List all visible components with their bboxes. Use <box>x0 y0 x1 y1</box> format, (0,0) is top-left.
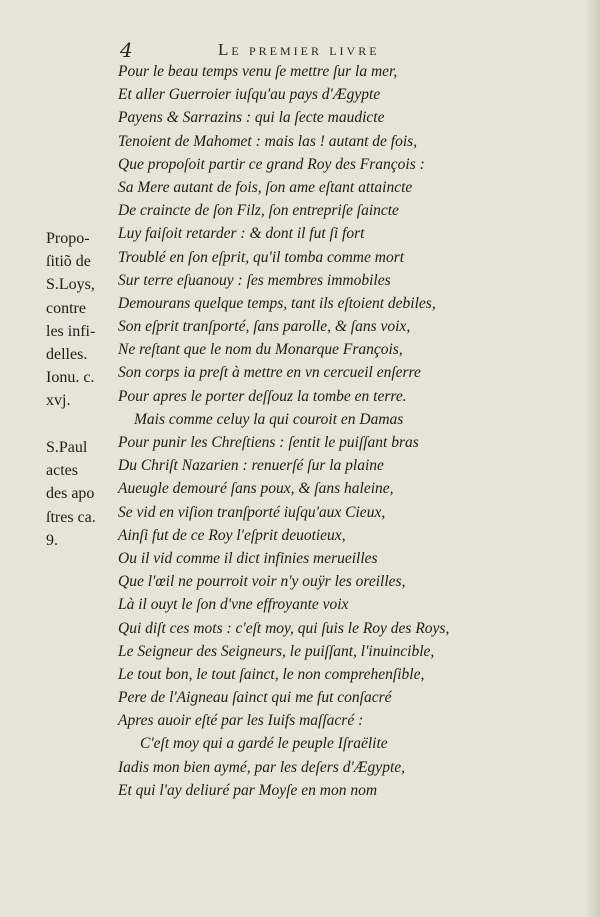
margin-note-line: ſtres ca. <box>46 508 96 526</box>
margin-note-line: Ionu. c. <box>46 369 95 387</box>
page-number: 4 <box>120 38 133 62</box>
verse-line: Pere de l'Aigneau ſainct qui me fut conſacré <box>118 689 392 707</box>
verse-line: Pour punir les Chreſtiens : ſentit le puiſſant bras <box>118 434 419 451</box>
verse-line: Apres auoir eſté par les Iuifs maſſacré : <box>118 712 364 730</box>
margin-note-line: contre <box>46 299 86 317</box>
verse-line: Se vid en viſion tranſporté iuſqu'aux Cieux, <box>118 503 386 521</box>
verse-line: Pour le beau temps venu ſe mettre ſur la mer, <box>118 63 398 80</box>
verse-line: Troublé en ſon eſprit, qu'il tomba comme mort <box>118 248 405 266</box>
verse-line: Et aller Guerroier iuſqu'au pays d'Ægypte <box>118 86 381 104</box>
margin-note-line: ſitiõ de <box>46 253 91 271</box>
margin-note-saint-louis <box>46 227 122 413</box>
verse-line: Son corps ia preſt à mettre en vn cercueil enſerre <box>118 364 421 382</box>
verse-block <box>118 60 498 802</box>
margin-note-saint-paul <box>46 436 122 552</box>
verse-line: Sa Mere autant de fois, ſon ame eſtant attaincte <box>118 178 413 196</box>
margin-note-line: S.Paul <box>46 439 88 456</box>
page-gutter-shadow <box>586 0 600 917</box>
margin-note-line: 9. <box>46 531 58 549</box>
verse-line: Ou il vid comme il dict infinies merueilles <box>118 549 378 567</box>
verse-line: Ainſi fut de ce Roy l'eſprit deuotieux, <box>118 526 346 544</box>
verse-line: Payens & Sarrazins : qui la ſecte maudicte <box>118 109 385 127</box>
margin-note-line: des apo <box>46 485 95 503</box>
verse-line: Le tout bon, le tout ſainct, le non comprehenſible, <box>118 665 425 683</box>
verse-line: Pour apres le porter deſſouz la tombe en terre. <box>118 387 407 405</box>
verse-line: Qui diſt ces mots : c'eſt moy, qui ſuis le Roy des Roys, <box>118 619 450 637</box>
verse-line: Que propoſoit partir ce grand Roy des François : <box>118 155 425 173</box>
verse-line: Aueugle demouré ſans poux, & ſans haleine, <box>118 480 394 498</box>
verse-line: Et qui l'ay deliuré par Moyſe en mon nom <box>118 781 378 799</box>
verse-line: Que l'œil ne pourroit voir n'y ouÿr les oreilles, <box>118 573 406 591</box>
running-head: Le premier livre <box>218 40 380 59</box>
verse-line: Du Chriſt Nazarien : renuerſé ſur la plaine <box>118 457 384 475</box>
margin-note-line: delles. <box>46 345 88 363</box>
verse-line: Son eſprit tranſporté, ſans parolle, & ſans voix, <box>118 318 411 336</box>
margin-note-line: les infi- <box>46 322 96 340</box>
verse-line: Luy faiſoit retarder : & dont il fut ſi fort <box>118 225 365 243</box>
verse-line: Là il ouyt le ſon d'vne effroyante voix <box>118 596 349 614</box>
verse-line: Le Seigneur des Seigneurs, le puiſſant, l'inuincible, <box>118 642 435 660</box>
verse-line: De craincte de ſon Filz, ſon entrepriſe ſaincte <box>118 202 399 220</box>
verse-line: C'eſt moy qui a gardé le peuple Iſraëlite <box>140 735 388 753</box>
margin-note-line: Propo- <box>46 230 90 247</box>
verse-line: Sur terre eſuanouy : ſes membres immobiles <box>118 271 391 289</box>
margin-note-line: actes <box>46 462 78 480</box>
margin-note-line: xvj. <box>46 392 71 410</box>
verse-line: Iadis mon bien aymé, par les deſers d'Ægypte, <box>118 758 405 776</box>
verse-line: Tenoient de Mahomet : mais las ! autant de fois, <box>118 132 418 150</box>
margin-note-line: S.Loys, <box>46 276 95 294</box>
verse-line: Demourans quelque temps, tant ils eſtoient debiles, <box>118 294 436 312</box>
verse-line: Mais comme celuy la qui couroit en Damas <box>134 410 404 428</box>
verse-line: Ne reſtant que le nom du Monarque François, <box>118 341 403 359</box>
